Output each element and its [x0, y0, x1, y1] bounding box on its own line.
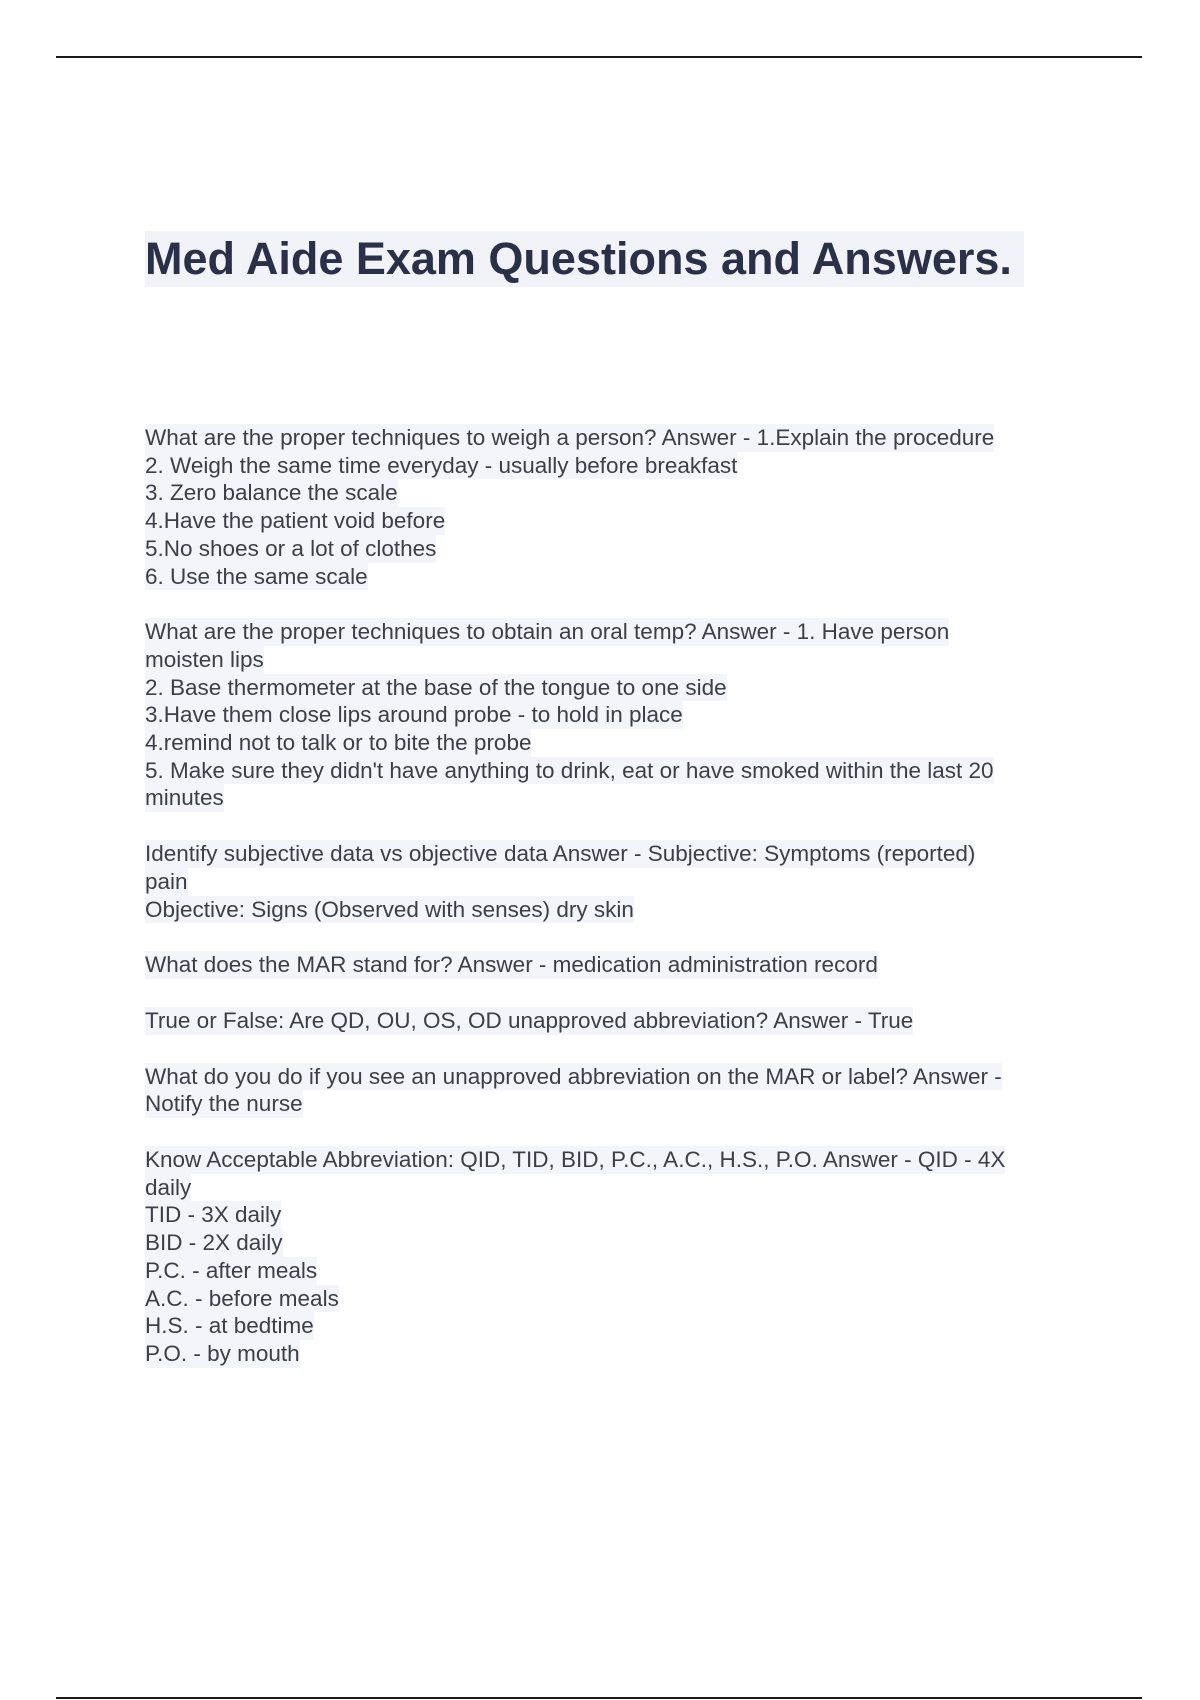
qa-block-mar [145, 951, 1095, 979]
qa-line: 2. Weigh the same time everyday - usually before breakfast [145, 452, 738, 478]
qa-line: 3. Zero balance the scale [145, 480, 398, 506]
qa-line: What does the MAR stand for? Answer - medication administration record [145, 952, 878, 978]
qa-block-true-false [145, 1007, 1095, 1035]
qa-block-weigh [145, 424, 1095, 590]
qa-line: What are the proper techniques to weigh a person? Answer - 1.Explain the procedure [145, 425, 995, 450]
bottom-rule [56, 1697, 1142, 1699]
qa-block-acceptable-abbreviations [145, 1146, 1095, 1368]
qa-line: minutes [145, 785, 224, 811]
qa-line: Objective: Signs (Observed with senses) dry skin [145, 896, 634, 922]
qa-line: 2. Base thermometer at the base of the tongue to one side [145, 674, 727, 700]
qa-line: BID - 2X daily [145, 1230, 283, 1256]
qa-block-oral-temp [145, 618, 1095, 812]
qa-line: P.O. - by mouth [145, 1340, 300, 1366]
qa-line: Notify the nurse [145, 1091, 303, 1117]
qa-line: Identify subjective data vs objective data Answer - Subjective: Symptoms (reported) [145, 841, 976, 867]
qa-line: True or False: Are QD, OU, OS, OD unapproved abbreviation? Answer - True [145, 1007, 914, 1033]
qa-line: 4.remind not to talk or to bite the probe [145, 730, 532, 756]
qa-line: TID - 3X daily [145, 1202, 282, 1228]
qa-line: A.C. - before meals [145, 1285, 339, 1311]
qa-line: Know Acceptable Abbreviation: QID, TID, BID, P.C., A.C., H.S., P.O. Answer - QID - 4X [145, 1147, 1006, 1173]
qa-line: 4.Have the patient void before [145, 508, 446, 534]
qa-line: pain [145, 868, 188, 894]
qa-line: 5.No shoes or a lot of clothes [145, 535, 437, 561]
qa-line: 6. Use the same scale [145, 563, 368, 589]
qa-list [145, 424, 1095, 1396]
qa-line: 3.Have them close lips around probe - to hold in place [145, 702, 683, 728]
qa-line: 5. Make sure they didn't have anything to drink, eat or have smoked within the last 20 [145, 757, 994, 783]
qa-line: daily [145, 1174, 192, 1200]
qa-line: What do you do if you see an unapproved abbreviation on the MAR or label? Answer - [145, 1063, 1002, 1089]
qa-block-unapproved-abbreviation [145, 1063, 1095, 1118]
qa-line: H.S. - at bedtime [145, 1313, 314, 1339]
qa-block-subjective-objective [145, 840, 1095, 923]
qa-line: P.C. - after meals [145, 1257, 318, 1283]
top-rule [56, 56, 1142, 58]
document-title: Med Aide Exam Questions and Answers. [145, 231, 1024, 287]
qa-line: What are the proper techniques to obtain an oral temp? Answer - 1. Have person [145, 619, 950, 645]
qa-line: moisten lips [145, 646, 264, 672]
